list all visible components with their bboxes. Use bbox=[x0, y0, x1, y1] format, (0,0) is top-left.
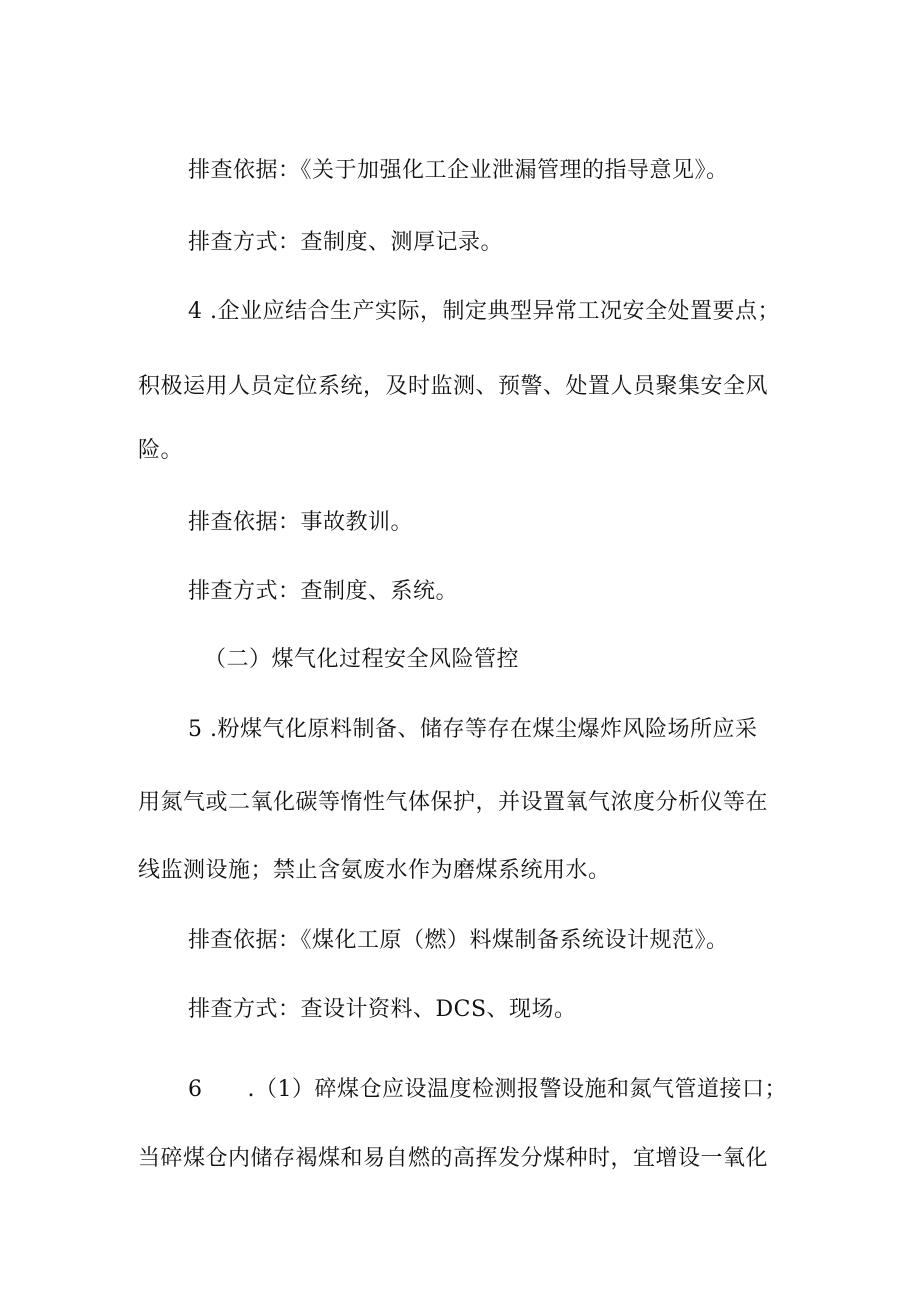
paragraph-line: 6 .（1）碎煤仓应设温度检测报警设施和氮气管道接口； bbox=[188, 1077, 787, 1102]
section-heading: （二）煤气化过程安全风险管控 bbox=[204, 647, 520, 672]
paragraph-line: 排查依据：事故教训。 bbox=[188, 510, 414, 535]
paragraph-line: 排查方式：查设计资料、DCS、现场。 bbox=[188, 997, 577, 1022]
paragraph-line: 排查依据：《关于加强化工企业泄漏管理的指导意见》。 bbox=[188, 158, 729, 183]
paragraph-line: 5 .粉煤气化原料制备、储存等存在煤尘爆炸风险场所应采 bbox=[188, 717, 758, 742]
paragraph-line: 排查方式：查制度、系统。 bbox=[188, 579, 459, 604]
paragraph-line: 线监测设施；禁止含氨废水作为磨煤系统用水。 bbox=[138, 858, 611, 883]
paragraph-line: 当碎煤仓内储存褐煤和易自燃的高挥发分煤种时，宜增设一氧化 bbox=[138, 1146, 769, 1171]
paragraph-line: 用氮气或二氧化碳等惰性气体保护，并设置氧气浓度分析仪等在 bbox=[138, 790, 769, 815]
paragraph-line: 排查方式：查制度、测厚记录。 bbox=[188, 230, 504, 255]
paragraph-line: 险。 bbox=[138, 438, 184, 463]
paragraph-line: 4 .企业应结合生产实际，制定典型异常工况安全处置要点； bbox=[188, 299, 780, 324]
paragraph-line: 排查依据：《煤化工原（燃）料煤制备系统设计规范》。 bbox=[188, 928, 729, 953]
paragraph-line: 积极运用人员定位系统，及时监测、预警、处置人员聚集安全风 bbox=[138, 374, 769, 399]
